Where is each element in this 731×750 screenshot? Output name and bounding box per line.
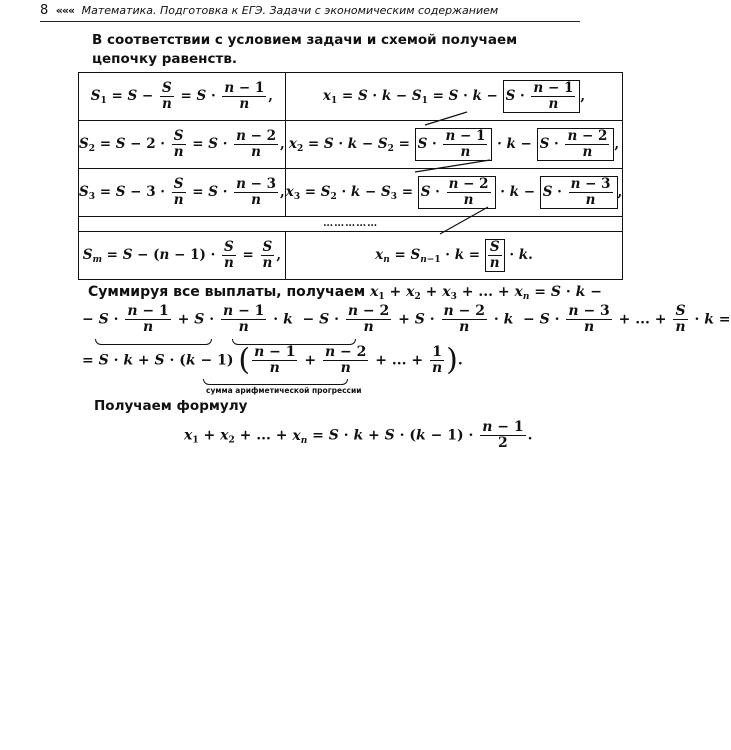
header-mark: ««« bbox=[55, 4, 75, 17]
eq-xn: $x_n = S_{n-1} \cdot k$ = $\frac{S}{n}$ · k. bbox=[285, 232, 622, 280]
boxed-term-3b: S · $\frac{n - 3}{n}$ bbox=[540, 176, 618, 209]
eq-x1: $x_1 = S \cdot k - S_1 = S \cdot k - S$ · $\frac{n - 1}{n}$ , bbox=[285, 73, 622, 121]
brace-note: сумма арифметической прогрессии bbox=[206, 386, 362, 395]
header-title: Математика. Подготовка к ЕГЭ. Задачи с экономическим содержанием bbox=[81, 4, 499, 17]
eq-x2: $x_2 = S \cdot k - S_2 = S$ · $\frac{n - 1}{n}$ · k − S · $\frac{n - 2}{n}$ , bbox=[285, 121, 622, 169]
eq-s3: $S_3 = S - 3$ · $\frac{S}{n}$ = S · $\frac{n - 3}{n}$ , bbox=[79, 169, 286, 217]
boxed-term-1: S · $\frac{n - 1}{n}$ bbox=[503, 80, 581, 113]
final-formula: $x_1 + x_2$ + ... + $x_n = S \cdot k + S \cdot (k - 1)$ · $\frac{n - 1}{2}$ . bbox=[184, 419, 533, 451]
sum-line-2: − S · $\frac{n - 1}{n}$ + S · $\frac{n - 1}{n}$ · k − S · $\frac{n - 2}{n}$ + S · $\frac{n - 2}{n}$ · k − S · $\frac{n - 3}{n}$ + ... + $\frac{S}{n}$ · k = bbox=[82, 303, 731, 335]
boxed-term-2a: S · $\frac{n - 1}{n}$ bbox=[415, 128, 493, 161]
underbrace-progression bbox=[203, 379, 348, 385]
boxed-term-2b: S · $\frac{n - 2}{n}$ bbox=[537, 128, 615, 161]
eq-s2: $S_2 = S - 2$ · $\frac{S}{n}$ = S · $\frac{n - 2}{n}$ , bbox=[79, 121, 286, 169]
sum-line-1: Суммируя все выплаты, получаем $x_1 + x_2 + x_3$ + ... + $x_n = S \cdot k$ − bbox=[88, 284, 602, 302]
page-number: 8 bbox=[40, 3, 49, 18]
intro-paragraph: В соответствии с условием задачи и схемой получаем цепочку равенств. bbox=[92, 32, 518, 67]
boxed-term-3a: S · $\frac{n - 2}{n}$ bbox=[418, 176, 496, 209]
eq-x3: $x_3 = S_2 \cdot k - S_3 = S$ · $\frac{n - 2}{n}$ · k − S · $\frac{n - 3}{n}$ , bbox=[285, 169, 622, 217]
eq-sm: $S_m = S - (n - 1)$ · $\frac{S}{n}$ = $\frac{S}{n}$ , bbox=[79, 232, 286, 280]
sum-text: Суммируя все выплаты, получаем bbox=[88, 284, 366, 300]
sum-line-3: = S · k + S · (k − 1) ( $\frac{n - 1}{n}$ + $\frac{n - 2}{n}$ + ... + $\frac{1}{n}$ ). bbox=[82, 342, 463, 378]
ellipsis: …………… bbox=[79, 217, 623, 232]
boxed-term-n: $\frac{S}{n}$ bbox=[485, 239, 505, 272]
formula-intro: Получаем формулу bbox=[94, 398, 248, 414]
eq-s1: $S_1 = S$ − $\frac{S}{n}$ = S · $\frac{n - 1}{n}$ , bbox=[79, 73, 286, 121]
